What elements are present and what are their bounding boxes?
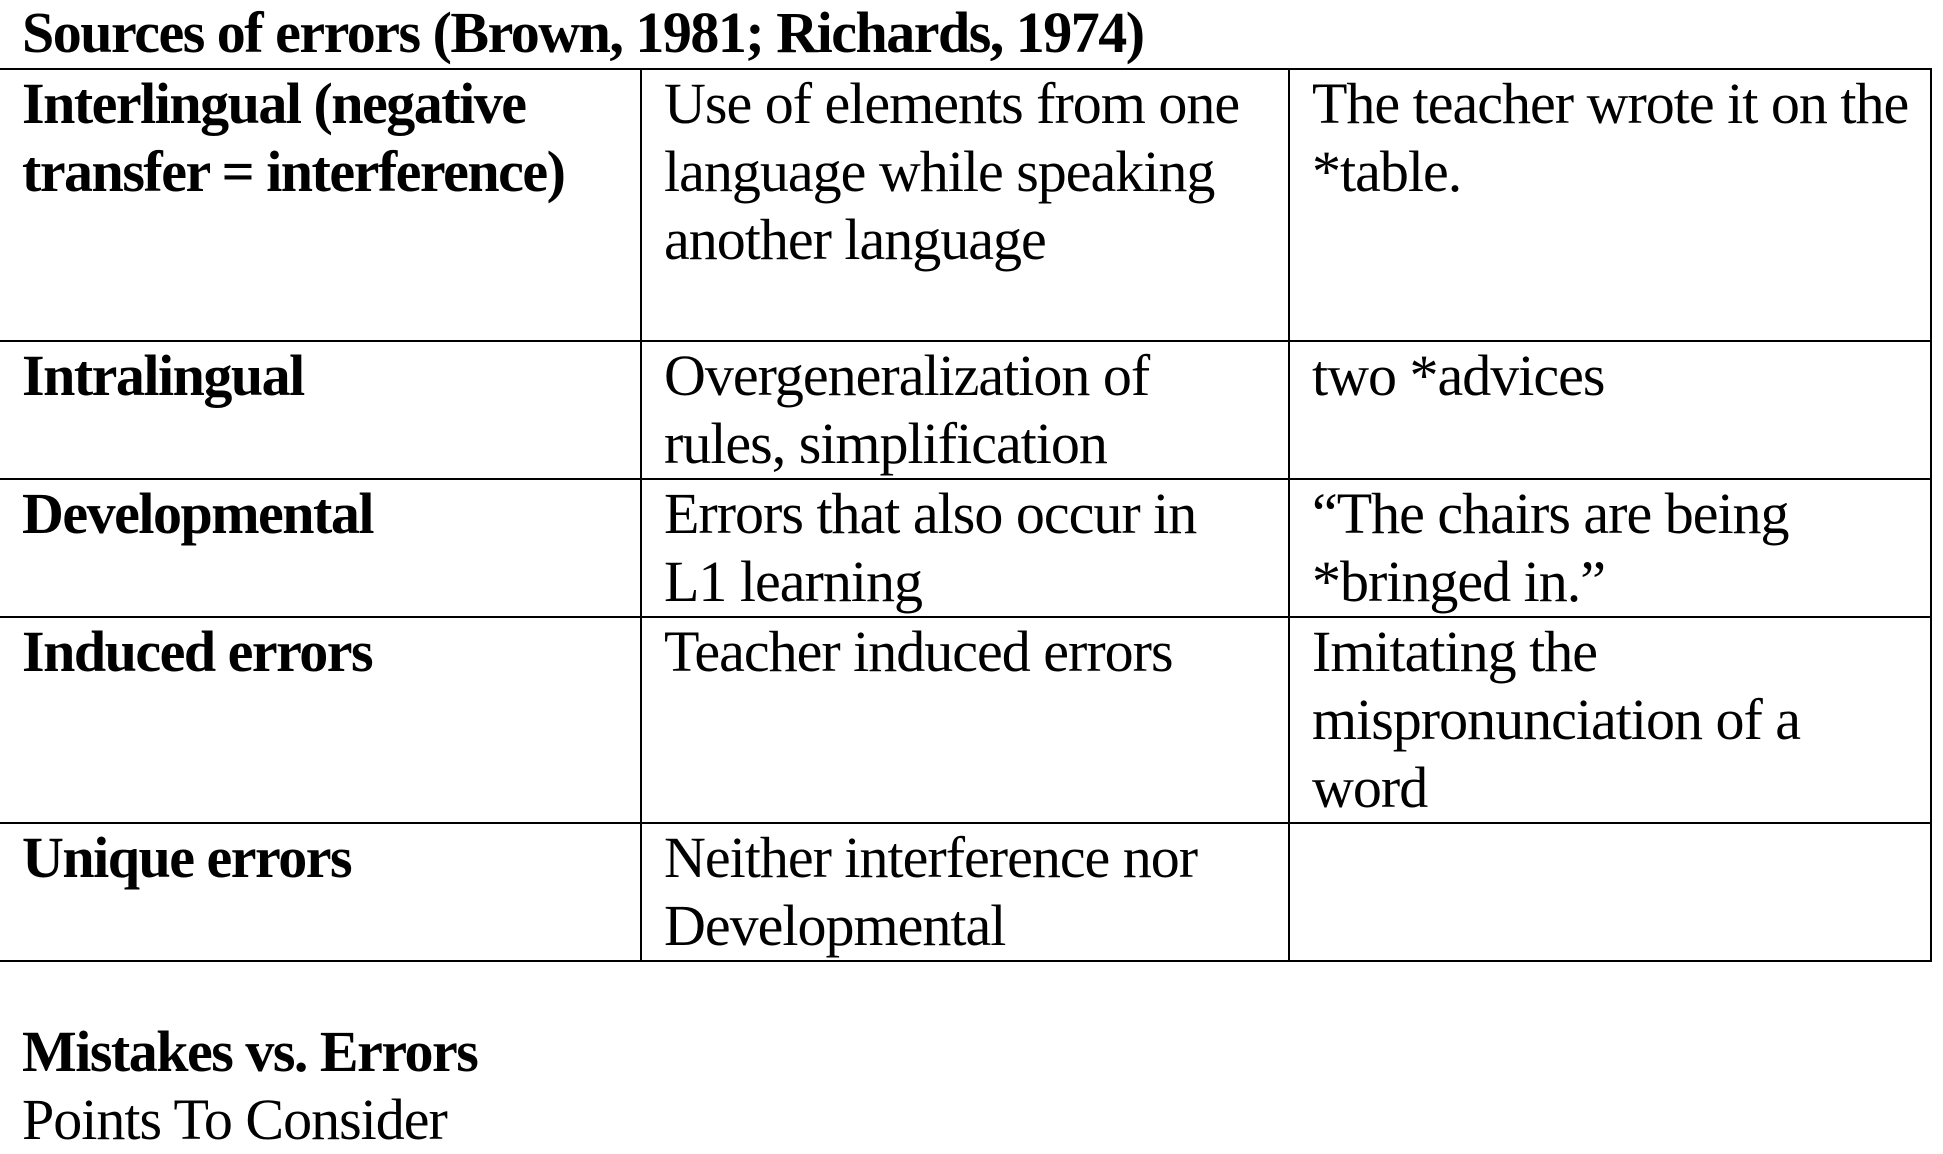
example-cell (1289, 823, 1931, 961)
document-title: Sources of errors (Brown, 1981; Richards, 1974) (22, 0, 1144, 65)
description-cell: Use of elements from one language while speaking another language (641, 69, 1289, 341)
error-source-cell: Interlingual (negative transfer = interference) (0, 69, 641, 341)
section-subheading: Points To Consider (22, 1087, 447, 1152)
error-source-cell: Intralingual (0, 341, 641, 479)
table-row (0, 823, 1931, 961)
description-cell: Errors that also occur in L1 learning (641, 479, 1289, 617)
table-row (0, 69, 1931, 341)
example-cell: two *advices (1289, 341, 1931, 479)
description-cell: Neither interference nor Developmental (641, 823, 1289, 961)
example-cell: “The chairs are being *bringed in.” (1289, 479, 1931, 617)
error-sources-table (0, 68, 1932, 962)
error-source-cell: Induced errors (0, 617, 641, 823)
table-row (0, 341, 1931, 479)
description-cell: Overgeneralization of rules, simplification (641, 341, 1289, 479)
example-cell: The teacher wrote it on the *table. (1289, 69, 1931, 341)
section-heading: Mistakes vs. Errors (22, 1019, 478, 1084)
example-cell: Imitating the mispronunciation of a word (1289, 617, 1931, 823)
error-source-cell: Unique errors (0, 823, 641, 961)
error-source-cell: Developmental (0, 479, 641, 617)
description-cell: Teacher induced errors (641, 617, 1289, 823)
table-row (0, 617, 1931, 823)
table-row (0, 479, 1931, 617)
